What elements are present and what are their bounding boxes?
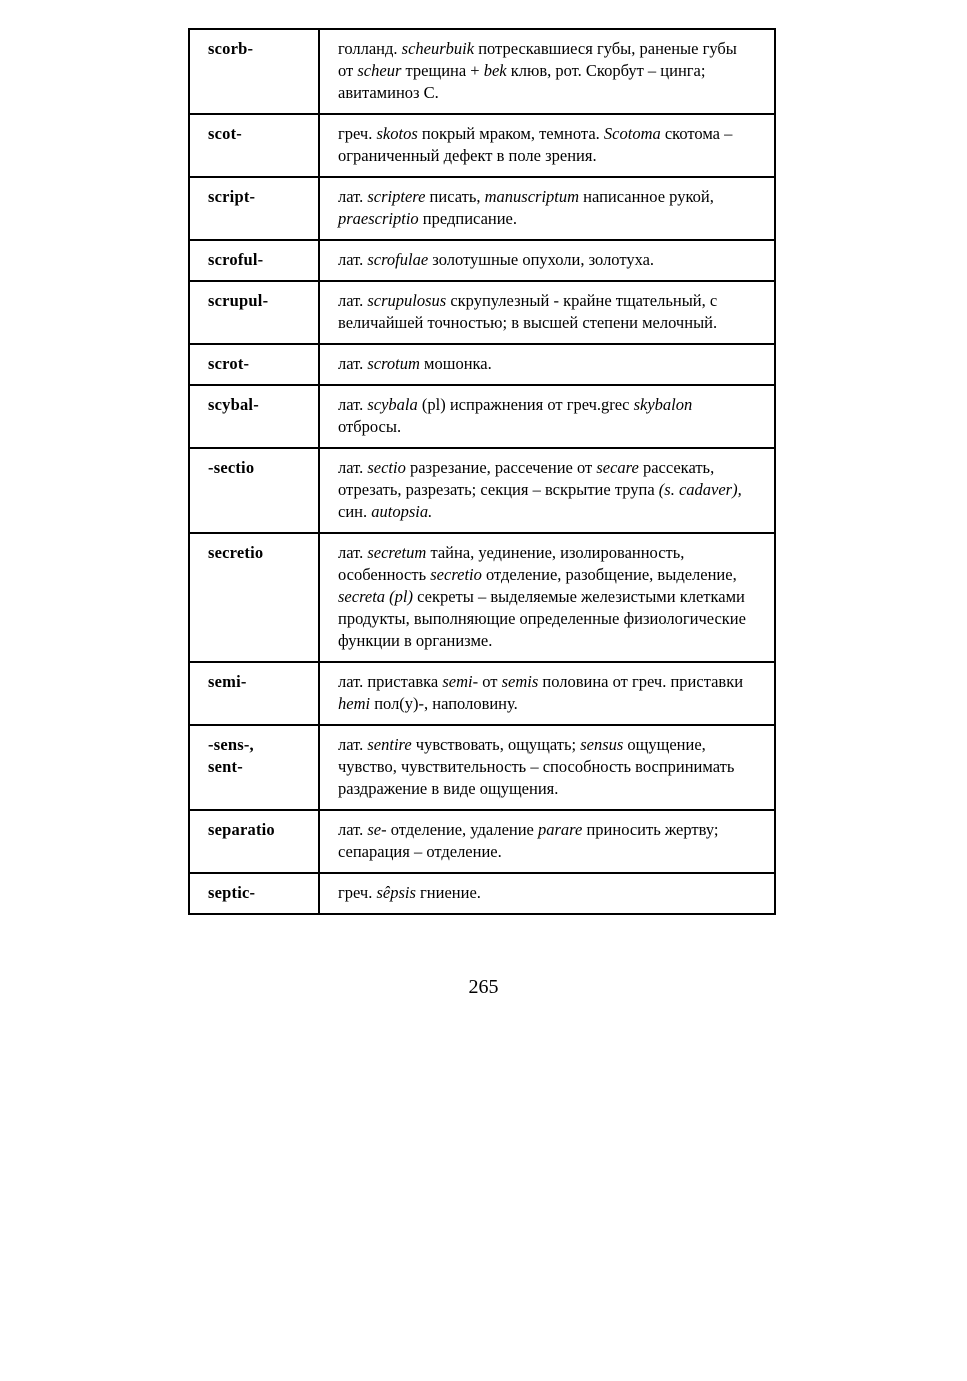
definition-cell xyxy=(319,385,775,448)
definition-italic-term: Scotoma xyxy=(603,124,661,143)
definition-italic-term: secretum xyxy=(367,543,427,562)
definition-italic-term: secretio xyxy=(430,565,482,584)
definition-cell xyxy=(319,448,775,533)
definition-text: ощущение, чувство, чувствительность – способность воспринимать раздражение в виде ощущения. xyxy=(338,735,735,798)
term-cell xyxy=(189,240,319,281)
term-text: semi- xyxy=(208,672,247,691)
definition-text: греч. xyxy=(338,883,377,902)
definition-text: голланд. xyxy=(338,39,402,58)
term-text: secretio xyxy=(208,543,264,562)
term-cell xyxy=(189,344,319,385)
term-text: scorb- xyxy=(208,39,254,58)
term-text: septic- xyxy=(208,883,256,902)
definition-italic-term: semis xyxy=(501,672,539,691)
definition-cell xyxy=(319,725,775,810)
definition-text: мошонка. xyxy=(419,354,492,373)
definition-text: писать, xyxy=(425,187,485,206)
definition-text: клюв, рот. Скорбут – цинга; авитаминоз С. xyxy=(338,61,706,102)
glossary-row xyxy=(189,385,775,448)
definition-text: потрескавшиеся губы, раненые губы от xyxy=(338,39,737,80)
definition-italic-term: skybalon xyxy=(633,395,693,414)
definition-italic-term: (s. cadaver), xyxy=(658,480,742,499)
definition-cell xyxy=(319,240,775,281)
term-text: -sens-, xyxy=(208,735,254,754)
glossary-row xyxy=(189,344,775,385)
term-cell xyxy=(189,114,319,177)
definition-cell xyxy=(319,281,775,344)
term-cell xyxy=(189,725,319,810)
definition-text: (pl) испражнения от греч.grec xyxy=(417,395,634,414)
term-cell xyxy=(189,662,319,725)
definition-cell xyxy=(319,810,775,873)
definition-text: отбросы. xyxy=(338,417,402,436)
glossary-row xyxy=(189,873,775,914)
definition-text: трещина + xyxy=(401,61,484,80)
definition-cell xyxy=(319,662,775,725)
definition-italic-term: autopsia. xyxy=(371,502,433,521)
definition-text: лат. xyxy=(338,395,368,414)
definition-italic-term: scheurbuik xyxy=(401,39,475,58)
definition-italic-term: praescriptio xyxy=(338,209,419,228)
glossary-row xyxy=(189,281,775,344)
term-text: scroful- xyxy=(208,250,264,269)
definition-italic-term: scheur xyxy=(357,61,402,80)
glossary-row xyxy=(189,114,775,177)
definition-text: лат. xyxy=(338,187,368,206)
definition-text: написанное рукой, xyxy=(579,187,714,206)
term-text: scybal- xyxy=(208,395,259,414)
glossary-row xyxy=(189,29,775,114)
definition-text: рассекать, отрезать, разрезать; секция – вскрытие трупа xyxy=(338,458,715,499)
glossary-row xyxy=(189,240,775,281)
definition-italic-term: sêpsis xyxy=(376,883,416,902)
definition-text: отделение, разобщение, выделение, xyxy=(481,565,737,584)
definition-italic-term: hemi xyxy=(338,694,371,713)
glossary-row xyxy=(189,810,775,873)
definition-italic-term: sectio xyxy=(367,458,406,477)
definition-text: греч. xyxy=(338,124,377,143)
definition-cell xyxy=(319,344,775,385)
definition-italic-term: manuscriptum xyxy=(484,187,580,206)
definition-text: секреты – выделяемые железистыми клетками продукты, выполняющие определенные физиологические функции в организме. xyxy=(338,587,746,650)
definition-text: золотушные опухоли, золотуха. xyxy=(428,250,655,269)
glossary-row xyxy=(189,662,775,725)
glossary-row xyxy=(189,533,775,662)
definition-italic-term: sensus xyxy=(580,735,624,754)
definition-text: лат. xyxy=(338,291,368,310)
glossary-row xyxy=(189,725,775,810)
definition-text: лат. xyxy=(338,250,368,269)
definition-text: покрый мраком, темнота. xyxy=(417,124,604,143)
definition-italic-term: scriptere xyxy=(367,187,426,206)
definition-italic-term: scybala xyxy=(367,395,418,414)
definition-italic-term: bek xyxy=(483,61,507,80)
term-cell xyxy=(189,385,319,448)
definition-italic-term: scrotum xyxy=(367,354,420,373)
definition-text: лат. приставка xyxy=(338,672,443,691)
definition-text: разрезание, рассечение от xyxy=(405,458,597,477)
glossary-row xyxy=(189,177,775,240)
definition-text: лат. xyxy=(338,543,368,562)
definition-italic-term: skotos xyxy=(376,124,418,143)
definition-cell xyxy=(319,533,775,662)
definition-text: гниение. xyxy=(415,883,481,902)
definition-text: чувствовать, ощущать; xyxy=(411,735,581,754)
term-cell xyxy=(189,873,319,914)
definition-cell xyxy=(319,114,775,177)
glossary-table xyxy=(188,28,776,915)
definition-cell xyxy=(319,177,775,240)
definition-italic-term: scrupulosus xyxy=(367,291,447,310)
term-cell xyxy=(189,177,319,240)
term-text: separatio xyxy=(208,820,275,839)
definition-italic-term: secreta (pl) xyxy=(338,587,413,606)
definition-text: от xyxy=(478,672,502,691)
definition-italic-term: se- xyxy=(367,820,387,839)
definition-text: предписание. xyxy=(418,209,517,228)
definition-text: половина от греч. приставки xyxy=(538,672,744,691)
definition-text: син. xyxy=(338,502,372,521)
definition-italic-term: sentire xyxy=(367,735,412,754)
term-cell xyxy=(189,29,319,114)
definition-text: приносить жертву; сепарация – отделение. xyxy=(338,820,719,861)
definition-text: тайна, уединение, изолированность, особенность xyxy=(338,543,685,584)
definition-text: лат. xyxy=(338,354,368,373)
definition-text: скотома – ограниченный дефект в поле зрения. xyxy=(338,124,733,165)
definition-italic-term: semi- xyxy=(442,672,479,691)
glossary-table-body xyxy=(189,29,775,914)
definition-text: лат. xyxy=(338,458,368,477)
term-text: scot- xyxy=(208,124,242,143)
definition-text: лат. xyxy=(338,735,368,754)
definition-text: отделение, удаление xyxy=(386,820,539,839)
term-text: scrot- xyxy=(208,354,250,373)
term-text: -sectio xyxy=(208,458,255,477)
definition-italic-term: parare xyxy=(538,820,583,839)
term-text: scrupul- xyxy=(208,291,269,310)
definition-text: лат. xyxy=(338,820,368,839)
term-text: sent- xyxy=(208,757,243,776)
term-cell xyxy=(189,281,319,344)
definition-text: скрупулезный - крайне тщательный, с величайшей точностью; в высшей степени мелочный. xyxy=(338,291,718,332)
term-cell xyxy=(189,533,319,662)
term-cell xyxy=(189,810,319,873)
glossary-row xyxy=(189,448,775,533)
page-number: 265 xyxy=(468,976,499,998)
definition-italic-term: scrofulae xyxy=(367,250,429,269)
definition-cell xyxy=(319,29,775,114)
term-cell xyxy=(189,448,319,533)
definition-text: пол(у)-, наполовину. xyxy=(370,694,518,713)
term-text: script- xyxy=(208,187,256,206)
definition-cell xyxy=(319,873,775,914)
definition-italic-term: secare xyxy=(596,458,639,477)
